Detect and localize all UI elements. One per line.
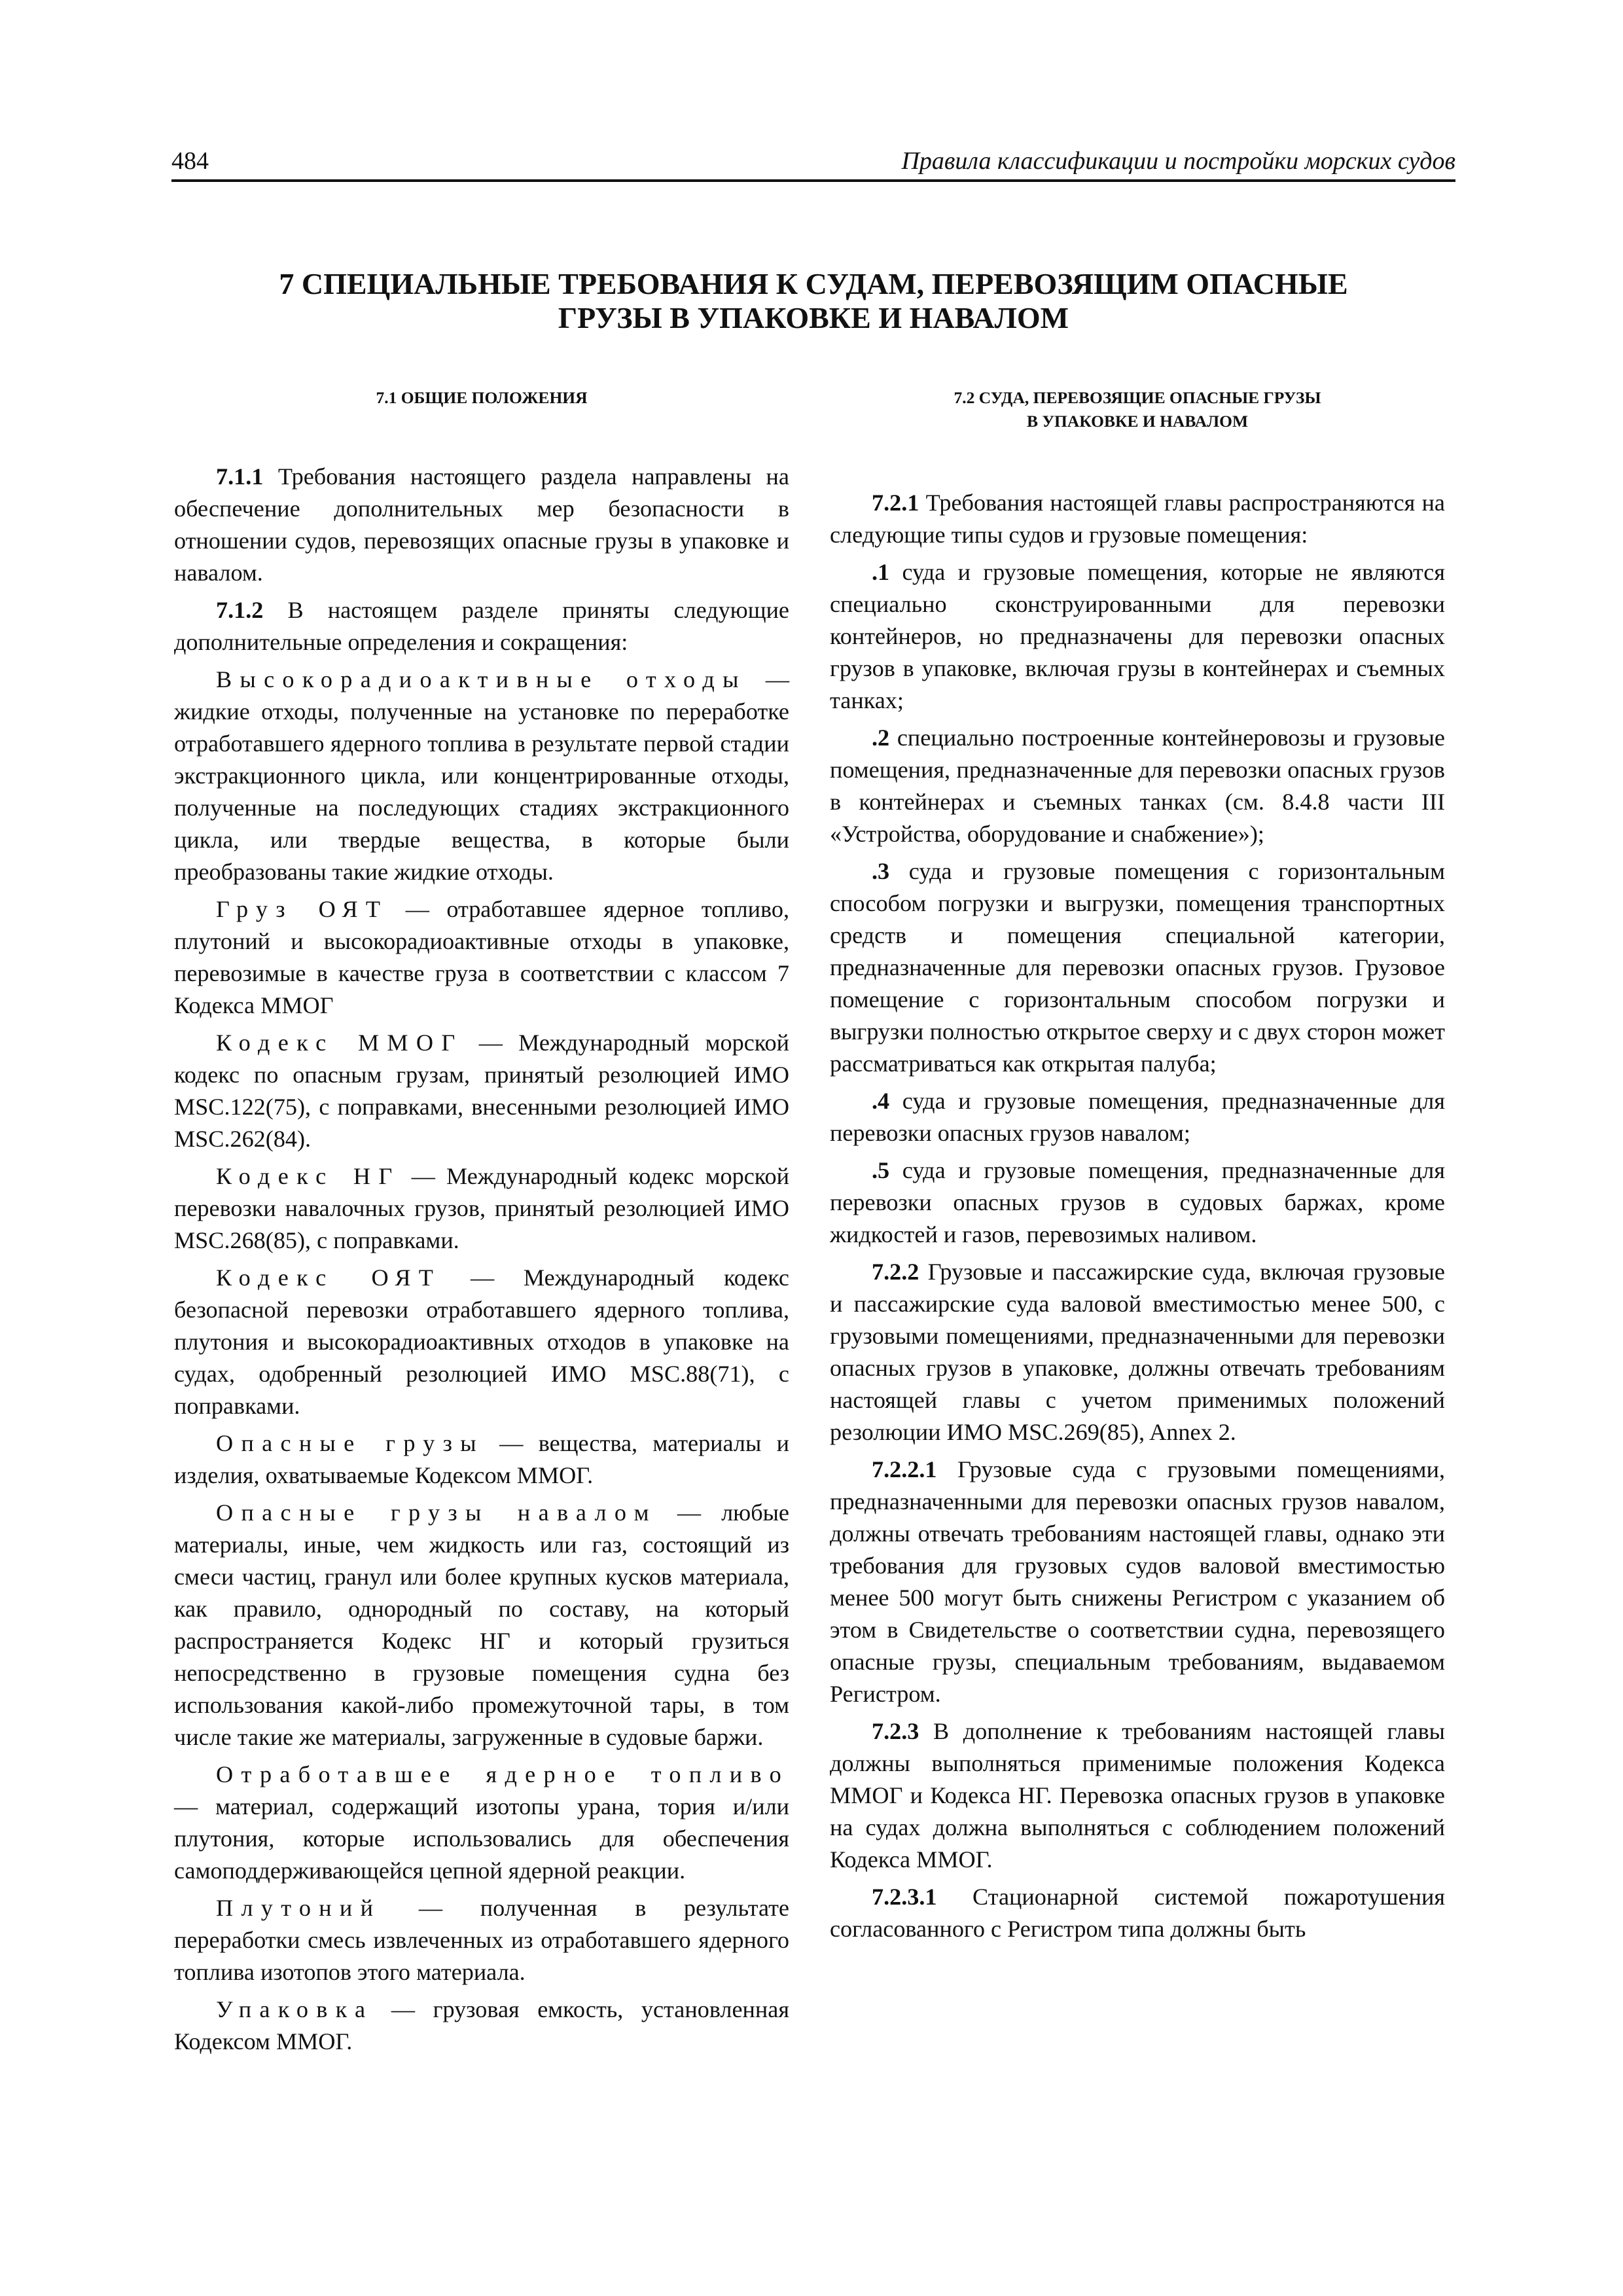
paragraph-number: 7.2.2.1	[872, 1456, 937, 1482]
chapter-title-line: ГРУЗЫ В УПАКОВКЕ И НАВАЛОМ	[558, 301, 1069, 334]
section-heading-line: В УПАКОВКЕ И НАВАЛОМ	[1026, 412, 1249, 431]
paragraph-number: 7.2.3.1	[872, 1884, 937, 1910]
list-item-text: суда и грузовые помещения, предназначенные для перевозки опасных грузов навалом;	[830, 1088, 1445, 1146]
definition	[174, 1427, 789, 1492]
section-heading-7-1: 7.1 ОБЩИЕ ПОЛОЖЕНИЯ	[376, 388, 588, 407]
right-column	[830, 386, 1445, 1950]
paragraph-number: 7.2.3	[872, 1718, 919, 1744]
list-item	[830, 556, 1445, 717]
definition-term: Опасные грузы навалом	[216, 1499, 657, 1526]
definition-term: Кодекс ОЯТ	[216, 1265, 442, 1291]
running-title: Правила классификации и постройки морских судов	[901, 147, 1455, 175]
definition	[174, 1892, 789, 1988]
paragraph-text: Стационарной системой пожаротушения согласованного с Регистром типа должны быть	[830, 1884, 1445, 1942]
section-heading-7-2	[830, 386, 1445, 433]
list-item-number: .3	[872, 858, 890, 884]
paragraph-text: Грузовые и пассажирские суда, включая грузовые и пассажирские суда валовой вместимостью менее 500, с грузовыми помещениями, предназначенными для перевозки опасных грузов в упаковке, должны отвечать требованиям настоящей главы с учетом применимых положений резолюции ИМО MSC.269(85), Annex 2.	[830, 1259, 1445, 1445]
definition	[174, 1759, 789, 1887]
definition-text: — вещества, материалы и изделия, охватываемые Кодексом ММОГ.	[174, 1430, 790, 1488]
paragraph-text: Требования настоящей главы распространяются на следующие типы судов и грузовые помещения:	[830, 490, 1445, 548]
paragraph-number: 7.1.1	[216, 463, 264, 490]
section-heading-line: 7.2 СУДА, ПЕРЕВОЗЯЩИЕ ОПАСНЫЕ ГРУЗЫ	[954, 388, 1321, 407]
definition-term: Кодекс НГ	[216, 1163, 401, 1189]
paragraph-number: 7.2.1	[872, 490, 919, 516]
definition-text: — Международный кодекс безопасной перевозки отработавшего ядерного топлива, плутония и высокорадиоактивных отходов в упаковке на судах, одобренный резолюцией ИМО MSC.88(71), с поправками.	[174, 1265, 789, 1419]
definition-term: Упаковка	[216, 1996, 374, 2022]
list-item	[830, 722, 1445, 850]
list-item-number: .5	[872, 1157, 890, 1183]
paragraph-7-2-2-1	[830, 1454, 1445, 1710]
definition	[174, 1262, 789, 1422]
list-item-text: суда и грузовые помещения, которые не являются специально сконструированными для перевозки контейнеров, но предназначены для перевозки опасных грузов в упаковке, включая грузы в контейнерах и съемных танках;	[830, 559, 1445, 713]
definition	[174, 1994, 789, 2058]
left-column	[174, 386, 789, 2063]
definition	[174, 1497, 789, 1753]
paragraph-7-1-2	[174, 594, 789, 658]
paragraph-7-1-1	[174, 461, 789, 589]
chapter-title-line: 7 СПЕЦИАЛЬНЫЕ ТРЕБОВАНИЯ К СУДАМ, ПЕРЕВОЗЯЩИМ ОПАСНЫЕ	[279, 267, 1348, 300]
list-item-number: .2	[872, 725, 890, 751]
chapter-title	[171, 267, 1455, 335]
paragraph-text: В настоящем разделе приняты следующие дополнительные определения и сокращения:	[174, 597, 789, 655]
paragraph-7-2-1	[830, 487, 1445, 551]
page-header	[171, 143, 1455, 182]
list-item-number: .1	[872, 559, 890, 585]
list-item-number: .4	[872, 1088, 890, 1114]
definition-text: — жидкие отходы, полученные на установке по переработке отработавшего ядерного топлива в результате первой стадии экстракционного цикла, или концентрированные отходы, полученные на последующих стадиях экстракционного цикла, или твердые вещества, в которые были преобразованы такие жидкие отходы.	[174, 666, 790, 885]
paragraph-7-2-3	[830, 1715, 1445, 1876]
paragraph-number: 7.2.2	[872, 1259, 919, 1285]
paragraph-number: 7.1.2	[216, 597, 264, 623]
definition-text: — полученная в результате переработки смесь извлеченных из отработавшего ядерного топлива изотопов этого материала.	[174, 1895, 789, 1985]
definition-text: — любые материалы, иные, чем жидкость или газ, состоящий из смеси частиц, гранул или более крупных кусков материала, как правило, однородный по составу, на который распространяется Кодекс НГ и который грузиться непосредственно в грузовые помещения судна без использования какой-либо промежуточной тары, в том числе такие же материалы, загруженные в судовые баржи.	[174, 1499, 789, 1750]
paragraph-7-2-2	[830, 1256, 1445, 1448]
paragraph-text: Грузовые суда с грузовыми помещениями, предназначенными для перевозки опасных грузов навалом, должны отвечать требованиям настоящей главы, однако эти требования для грузовых судов валовой вместимостью менее 500 могут быть снижены Регистром с указанием об этом в Свидетельстве о соответствии судна, перевозящего опасные грузы, специальным требованиям, выдаваемом Регистром.	[830, 1456, 1445, 1707]
list-item-text: суда и грузовые помещения, предназначенные для перевозки опасных грузов в судовых баржах, кроме жидкостей и газов, перевозимых наливом.	[830, 1157, 1445, 1247]
definition	[174, 664, 789, 888]
definition	[174, 1027, 789, 1155]
definition-term: Плутоний	[216, 1895, 382, 1921]
list-item	[830, 855, 1445, 1080]
paragraph-text: Требования настоящего раздела направлены на обеспечение дополнительных мер безопасности в отношении судов, перевозящих опасные грузы в упаковке и навалом.	[174, 463, 789, 586]
definition-text: — материал, содержащий изотопы урана, тория и/или плутония, которые использовались для обеспечения самоподдерживающейся цепной ядерной реакции.	[174, 1793, 789, 1884]
list-item-text: специально построенные контейнеровозы и грузовые помещения, предназначенные для перевозки опасных грузов в контейнерах и съемных танках (см. 8.4.8 части III «Устройства, оборудование и снабжение»);	[830, 725, 1445, 847]
definition-text: — Международный морской кодекс по опасным грузам, принятый резолюцией ИМО MSC.122(75), с поправками, внесенными резолюцией ИМО MSC.262(84).	[174, 1030, 789, 1152]
definition-term: Отработавшее ядерное топливо	[216, 1761, 789, 1787]
definition	[174, 1160, 789, 1257]
definition-text: — Международный кодекс морской перевозки навалочных грузов, принятый резолюцией ИМО MSC.268(85), с поправками.	[174, 1163, 789, 1253]
definition	[174, 893, 789, 1022]
definition-term: Опасные грузы	[216, 1430, 484, 1456]
list-item	[830, 1085, 1445, 1149]
definition-term: Груз ОЯТ	[216, 896, 389, 922]
definition-term: Высокорадиоактивные отходы	[216, 666, 747, 692]
definition-text: — отработавшее ядерное топливо, плутоний и высокорадиоактивные отходы в упаковке, перевозимые в качестве груза в соответствии с классом 7 Кодекса ММОГ	[174, 896, 790, 1018]
page-number: 484	[171, 147, 209, 175]
definition-text: — грузовая емкость, установленная Кодексом ММОГ.	[174, 1996, 789, 2054]
list-item	[830, 1155, 1445, 1251]
paragraph-text: В дополнение к требованиям настоящей главы должны выполняться применимые положения Кодекса ММОГ и Кодекса НГ. Перевозка опасных грузов в упаковке на судах должна выполняться с соблюдением положений Кодекса ММОГ.	[830, 1718, 1445, 1873]
list-item-text: суда и грузовые помещения с горизонтальным способом погрузки и выгрузки, помещения транспортных средств и помещения специальной категории, предназначенные для перевозки опасных грузов. Грузовое помещение с горизонтальным способом погрузки и выгрузки полностью открытое сверху и с двух сторон может рассматриваться как открытая палуба;	[830, 858, 1445, 1077]
paragraph-7-2-3-1	[830, 1881, 1445, 1945]
definition-term: Кодекс ММОГ	[216, 1030, 463, 1056]
